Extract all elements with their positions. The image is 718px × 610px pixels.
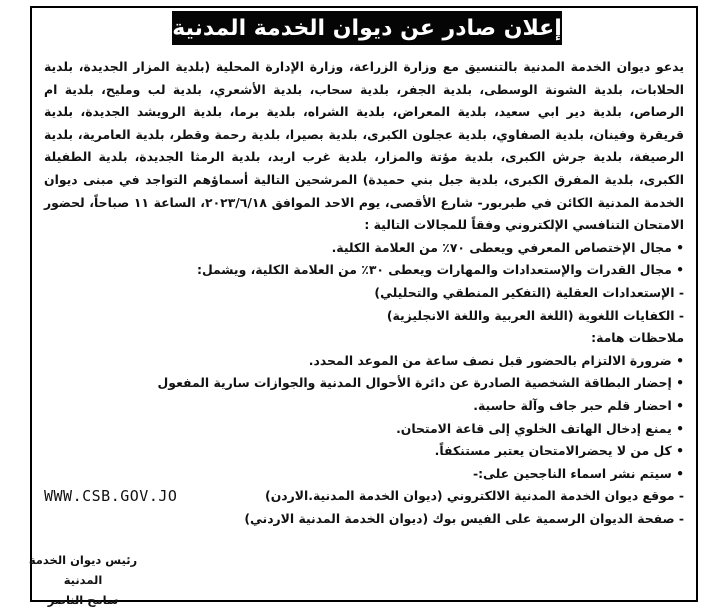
notes-heading: ملاحظات هامة: bbox=[591, 330, 684, 346]
note-item-publish: • سيتم نشر اسماء الناجحين على:- bbox=[472, 465, 684, 481]
notice-body bbox=[44, 56, 684, 530]
signature-title: رئيس ديوان الخدمة المدنية bbox=[28, 553, 138, 587]
notes-list bbox=[44, 350, 684, 486]
notice-title: إعلان صادر عن ديوان الخدمة المدنية bbox=[172, 11, 562, 45]
note-item-pen-calculator: • احضار قلم حبر جاف وآلة حاسبة. bbox=[473, 397, 684, 413]
website-link[interactable]: WWW.CSB.GOV.JO bbox=[44, 487, 178, 506]
website-label: - موقع ديوان الخدمة المدنية الالكتروني (ديوان الخدمة المدنية.الاردن) bbox=[265, 488, 684, 504]
note-item-absence: • كل من لا يحضرالامتحان يعتبر مستنكفاً. bbox=[434, 443, 684, 459]
notice-frame bbox=[30, 6, 698, 602]
field-item-abilities: • مجال القدرات والإستعدادات والمهارات ويعطى ٣٠٪ من العلامة الكلية، ويشمل: bbox=[196, 262, 684, 278]
field-subitem-mental: - الإستعدادات العقلية (التفكير المنطقي والتحليلي) bbox=[374, 284, 684, 300]
fields-list bbox=[44, 237, 684, 327]
note-item-id-card: • إحضار البطاقة الشخصية الصادرة عن دائرة الأحوال المدنية والجوازات سارية المفعول bbox=[157, 375, 684, 391]
website-line bbox=[44, 485, 684, 508]
signature-block bbox=[8, 550, 158, 610]
note-item-mobile: • يمنع إدخال الهاتف الخلوي إلى قاعة الامتحان. bbox=[396, 420, 684, 436]
intro-paragraph: يدعو ديوان الخدمة المدنية بالتنسيق مع وزارة الزراعة، وزارة الإدارة المحلية (بلدية المزار الجديدة، بلدية الحلابات، بلدية الشونة الوسطى، بلدية الجفر، بلدية سحاب، بلدية الأشعري، بلدية لب ومليح، بلدية ام الرصاص، بلدية دير ابي سعيد، بلدية المعراض، بلدية الشراه، بلدية برما، بلدية الرويشد الجديدة، بلدية قريقرة وفينان، بلدية الصفاوي، بلدية عجلون الكبرى، بلدية بصيرا، بلدية رحمة وقطر، بلدية العامرية، بلدية الرصيفة، بلدية جرش الكبرى، بلدية مؤتة والمزار، بلدية غرب اربد، بلدية الرمثا الجديدة، بلدية الطفيلة الكبرى، بلدية المفرق الكبرى، بلدية جبل بني حميدة) المرشحين التالية أسماؤهم التواجد في مبنى ديوان الخدمة المدنية الكائن في طبربور- شارع الأقصى، يوم الاحد الموافق ٢٠٢٣/٦/١٨، الساعة ١١ صباحاً، لحضور الامتحان التنافسي الإلكتروني وفقاً للمجالات التالية : bbox=[44, 59, 684, 233]
field-subitem-language: - الكفايات اللغوية (اللغة العربية واللغة الانجليزية) bbox=[386, 307, 684, 323]
note-item-attendance: • ضرورة الالتزام بالحضور قبل نصف ساعة من الموعد المحدد. bbox=[308, 352, 684, 368]
signature-name: سامح الناصر bbox=[47, 593, 119, 607]
facebook-line: - صفحة الديوان الرسمية على الفيس بوك (ديوان الخدمة المدنية الاردني) bbox=[244, 510, 684, 526]
field-item-knowledge: • مجال الإختصاص المعرفي ويعطى ٧٠٪ من العلامة الكلية. bbox=[331, 239, 684, 255]
